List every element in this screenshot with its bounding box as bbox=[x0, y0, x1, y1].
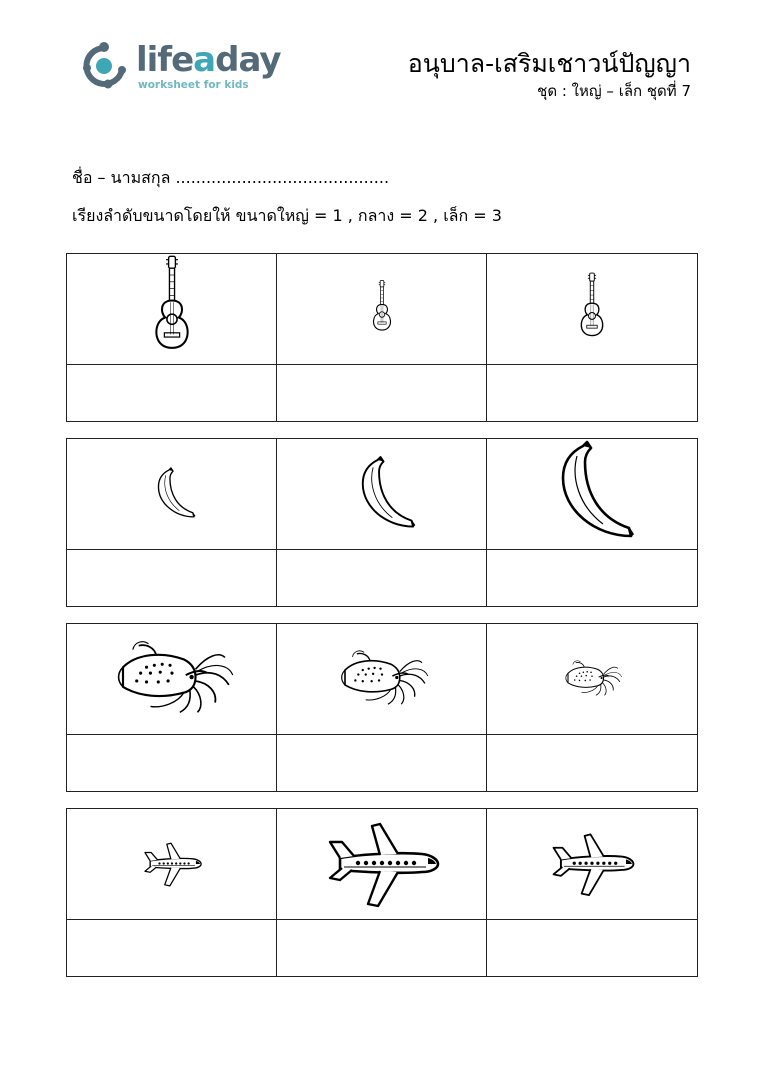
picture-cell bbox=[276, 808, 487, 920]
banana-icon bbox=[549, 444, 635, 544]
exercise-row-airplane bbox=[66, 808, 698, 977]
answer-box[interactable] bbox=[276, 549, 487, 607]
picture-cell bbox=[66, 438, 277, 550]
banana-icon bbox=[150, 466, 194, 522]
picture-cell bbox=[66, 253, 277, 365]
exercise-row-banana bbox=[66, 438, 698, 607]
squid-icon bbox=[107, 633, 237, 725]
picture-cell bbox=[276, 623, 487, 735]
guitar-icon bbox=[139, 253, 205, 365]
banana-icon bbox=[350, 457, 414, 531]
answer-box[interactable] bbox=[486, 364, 698, 422]
picture-cell bbox=[486, 253, 698, 365]
answer-box[interactable] bbox=[486, 919, 698, 977]
airplane-icon bbox=[324, 818, 440, 910]
title-block bbox=[408, 48, 691, 102]
answer-box[interactable] bbox=[66, 734, 277, 792]
answer-box[interactable] bbox=[66, 919, 277, 977]
picture-cell bbox=[66, 808, 277, 920]
exercise-row-squid bbox=[66, 623, 698, 792]
answer-box[interactable] bbox=[276, 364, 487, 422]
picture-cell bbox=[66, 623, 277, 735]
logo-tagline: worksheet for kids bbox=[138, 79, 249, 91]
page-title: อนุบาล-เสริมเชาวน์ปัญญา bbox=[407, 49, 691, 78]
name-field-line[interactable]: ชื่อ – นามสกุล .......................................... bbox=[72, 168, 390, 187]
molecule-logo-icon bbox=[82, 40, 132, 90]
guitar-icon bbox=[570, 271, 614, 347]
picture-cell bbox=[276, 253, 487, 365]
instruction-text: เรียงลำดับขนาดโดยให้ ขนาดใหญ่ = 1 , กลาง = 2 , เล็ก = 3 bbox=[72, 206, 502, 225]
logo-wordmark: lifeaday bbox=[136, 40, 281, 80]
exercise-row-guitar bbox=[66, 253, 698, 422]
airplane-icon bbox=[142, 841, 202, 887]
answer-box[interactable] bbox=[66, 549, 277, 607]
squid-icon bbox=[560, 656, 624, 702]
picture-cell bbox=[486, 623, 698, 735]
picture-cell bbox=[486, 808, 698, 920]
answer-box[interactable] bbox=[276, 919, 487, 977]
answer-box[interactable] bbox=[486, 734, 698, 792]
page-subtitle: ชุด : ใหญ่ – เล็ก ชุดที่ 7 bbox=[537, 82, 691, 100]
airplane-icon bbox=[550, 831, 634, 897]
logo bbox=[82, 38, 282, 94]
answer-box[interactable] bbox=[66, 364, 277, 422]
guitar-icon bbox=[365, 279, 399, 339]
answer-box[interactable] bbox=[486, 549, 698, 607]
squid-icon bbox=[334, 644, 430, 714]
answer-box[interactable] bbox=[276, 734, 487, 792]
picture-cell bbox=[486, 438, 698, 550]
picture-cell bbox=[276, 438, 487, 550]
